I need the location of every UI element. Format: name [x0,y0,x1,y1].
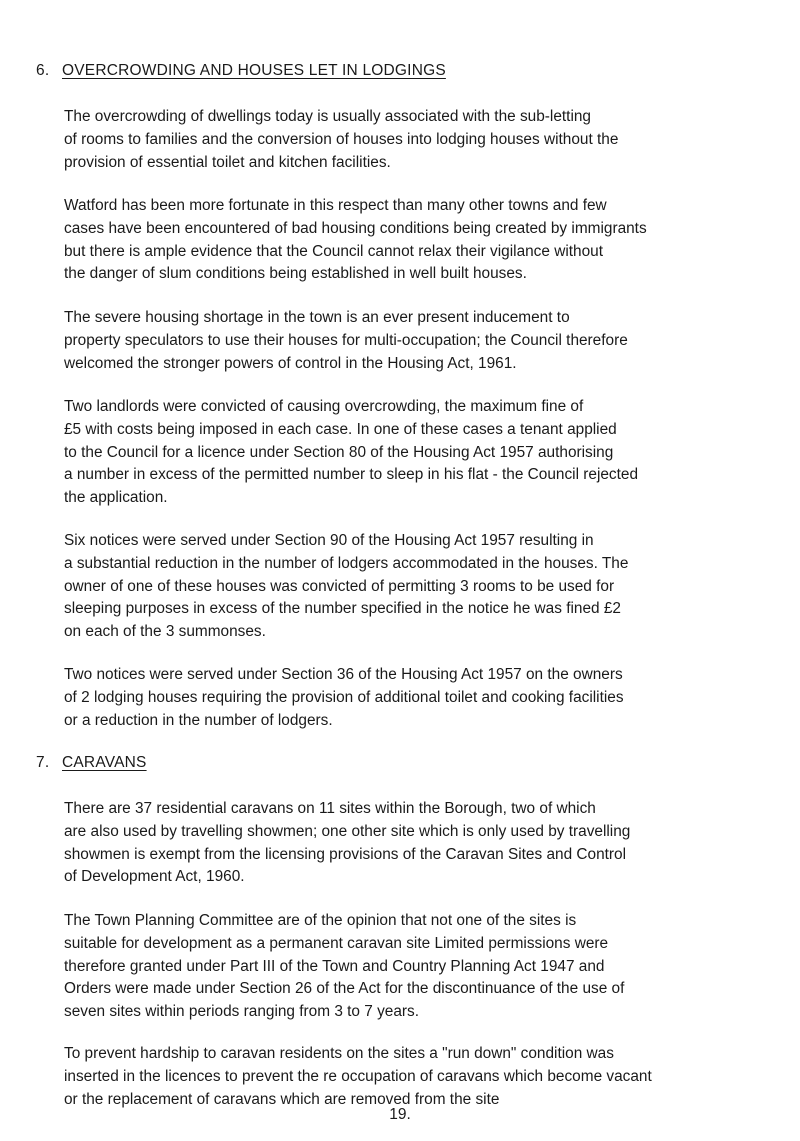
paragraph [64,396,740,510]
text-line: the application. [64,489,168,507]
text-line: Six notices were served under Section 90 of the Housing Act 1957 resulting in [64,532,594,549]
text-line: The Town Planning Committee are of the opinion that not one of the sites is [64,912,577,929]
text-line: There are 37 residential caravans on 11 sites within the Borough, two of which [64,800,596,817]
text-line: £5 with costs being imposed in each case. In one of these cases a tenant applied [64,420,617,438]
text-line: seven sites within periods ranging from 3 to 7 years. [64,1003,420,1021]
text-line: The severe housing shortage in the town is an ever present inducement to [64,309,570,326]
section-number: 6. [36,62,50,79]
section-heading-overcrowding [36,62,446,80]
text-line: sleeping purposes in excess of the number specified in the notice he was fined £2 [64,600,621,618]
text-line: of rooms to families and the conversion of houses into lodging houses without the [64,130,619,148]
text-line: provision of essential toilet and kitchen facilities. [64,153,391,171]
text-line: or a reduction in the number of lodgers. [64,711,333,729]
paragraph [64,1043,740,1111]
text-line: showmen is exempt from the licensing provisions of the Caravan Sites and Control [64,845,627,863]
text-line: Two landlords were convicted of causing overcrowding, the maximum fine of [64,398,584,415]
text-line: suitable for development as a permanent caravan site Limited permissions were [64,934,609,952]
paragraph [64,106,740,174]
text-line: cases have been encountered of bad housing conditions being created by immigrants [64,219,647,237]
text-line: of Development Act, 1960. [64,868,245,886]
text-line: of 2 lodging houses requiring the provision of additional toilet and cooking facilities [64,688,624,706]
text-line: To prevent hardship to caravan residents on the sites a "run down" condition was [64,1045,614,1062]
paragraph [64,910,740,1024]
text-line: but there is ample evidence that the Council cannot relax their vigilance without [64,242,603,260]
text-line: Two notices were served under Section 36 of the Housing Act 1957 on the owners [64,666,623,683]
text-line: owner of one of these houses was convicted of permitting 3 rooms to be used for [64,577,615,595]
paragraph [64,798,740,889]
page-number: 19. [389,1106,411,1123]
paragraph [64,664,740,732]
text-line: therefore granted under Part III of the Town and Country Planning Act 1947 and [64,957,605,975]
text-line: Orders were made under Section 26 of the Act for the discontinuance of the use of [64,980,625,998]
text-line: the danger of slum conditions being established in well built houses. [64,265,527,283]
paragraph [64,530,740,644]
text-line: inserted in the licences to prevent the re occupation of caravans which become vacant [64,1067,652,1085]
text-line: Watford has been more fortunate in this respect than many other towns and few [64,197,607,214]
text-line: welcomed the stronger powers of control in the Housing Act, 1961. [64,354,517,372]
section-title: CARAVANS [62,754,147,771]
text-line: or the replacement of caravans which are removed from the site [64,1090,500,1108]
text-line: a substantial reduction in the number of lodgers accommodated in the houses. The [64,554,629,572]
section-heading-caravans [36,754,147,772]
section-title: OVERCROWDING AND HOUSES LET IN LODGINGS [62,62,446,79]
text-line: The overcrowding of dwellings today is usually associated with the sub-letting [64,108,591,125]
section-number: 7. [36,754,50,771]
text-line: are also used by travelling showmen; one other site which is only used by travelling [64,822,631,840]
paragraph [64,195,740,286]
text-line: to the Council for a licence under Section 80 of the Housing Act 1957 authorising [64,443,614,461]
text-line: a number in excess of the permitted number to sleep in his flat - the Council rejected [64,466,639,484]
text-line: on each of the 3 summonses. [64,623,266,641]
paragraph [64,307,740,375]
text-line: property speculators to use their houses for multi-occupation; the Council therefore [64,331,628,349]
